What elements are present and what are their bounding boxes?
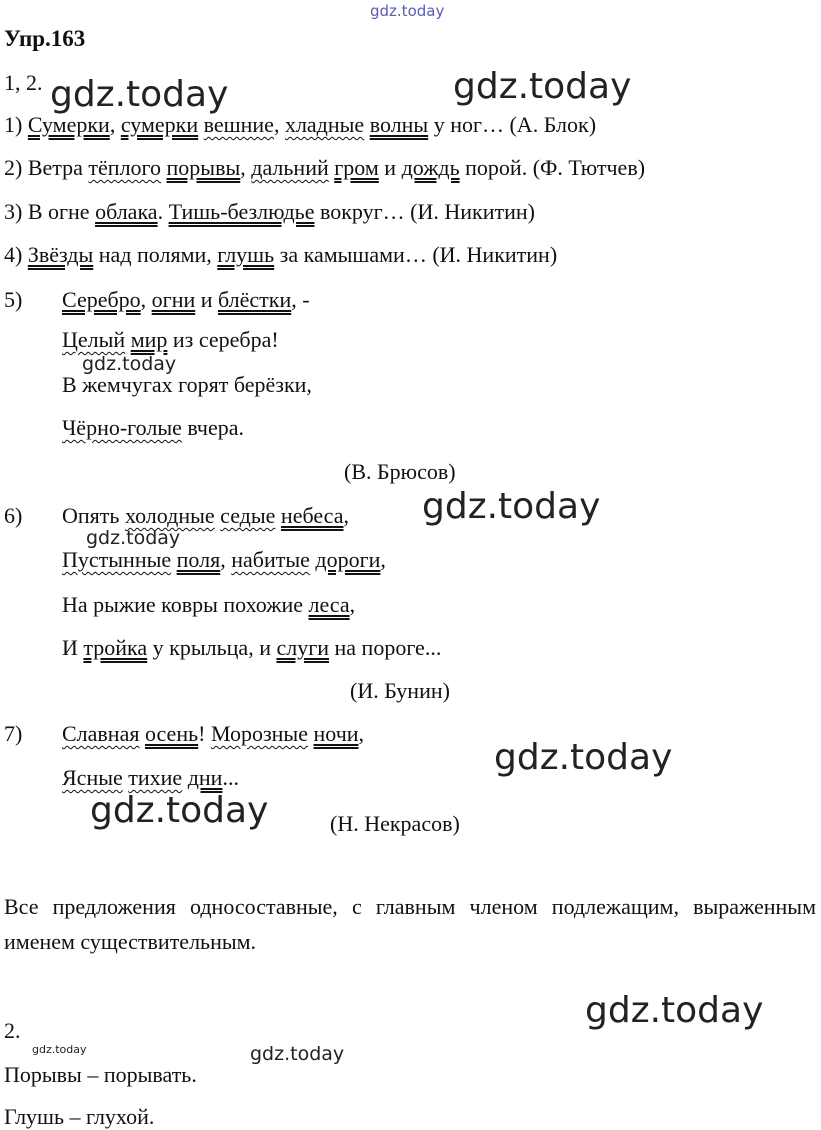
poem-7-number: 7) [4,721,23,746]
poem-5-line-1: Серебро, огни и блёстки, - [62,287,310,312]
sentence-1: 1) Сумерки, сумерки вешние, хладные волны у ног… (А. Блок) [4,112,597,137]
poem-6-number: 6) [4,503,23,528]
poem-7-line-1: Славная осень! Морозные ночи, [62,721,365,746]
task-numbers: 1, 2. [4,70,43,95]
watermark: gdz.today [32,1043,87,1056]
sentence-4: 4) Звёзды над полями, глушь за камышами… (И. Никитин) [4,242,558,267]
poem-6-author: (И. Бунин) [350,678,450,703]
watermark: gdz.today [82,353,177,375]
word-pair-1: Порывы – порывать. [4,1062,197,1087]
poem-5-author: (В. Брюсов) [344,459,456,484]
poem-5-line-2: Целый мир из серебра! [62,327,279,352]
watermark: gdz.today [250,1043,345,1065]
poem-6-line-3: На рыжие ковры похожие леса, [62,592,356,617]
sentence-3: 3) В огне облака. Тишь-безлюдье вокруг… (И. Никитин) [4,199,535,224]
poem-6-line-4: И тройка у крыльца, и слуги на пороге... [62,635,442,660]
word-pair-2: Глушь – глухой. [4,1104,155,1129]
watermark: gdz.today [585,990,764,1031]
part-2-label: 2. [4,1018,21,1043]
watermark: gdz.today [422,486,601,527]
watermark: gdz.today [90,790,269,831]
sentence-2: 2) Ветра тёплого порывы, дальний гром и дождь порой. (Ф. Тютчев) [4,155,646,180]
exercise-title: Упр.163 [4,26,86,51]
watermark: gdz.today [370,2,445,20]
poem-6-line-1: Опять холодные седые небеса, [62,503,349,528]
watermark: gdz.today [86,527,181,549]
poem-5-line-4: Чёрно-голые вчера. [62,415,245,440]
poem-5-line-3: В жемчугах горят берёзки, [62,372,312,397]
poem-7-line-2: Ясные тихие дни... [62,765,239,790]
conclusion-text: Все предложения односоставные, с главным членом подлежащим, выраженным именем существительным. [4,894,816,954]
poem-6-line-2: Пустынные поля, набитые дороги, [62,547,386,572]
poem-7-author: (Н. Некрасов) [330,811,460,836]
watermark: gdz.today [50,74,229,115]
watermark: gdz.today [494,737,673,778]
poem-5-number: 5) [4,287,23,312]
watermark: gdz.today [453,66,632,107]
